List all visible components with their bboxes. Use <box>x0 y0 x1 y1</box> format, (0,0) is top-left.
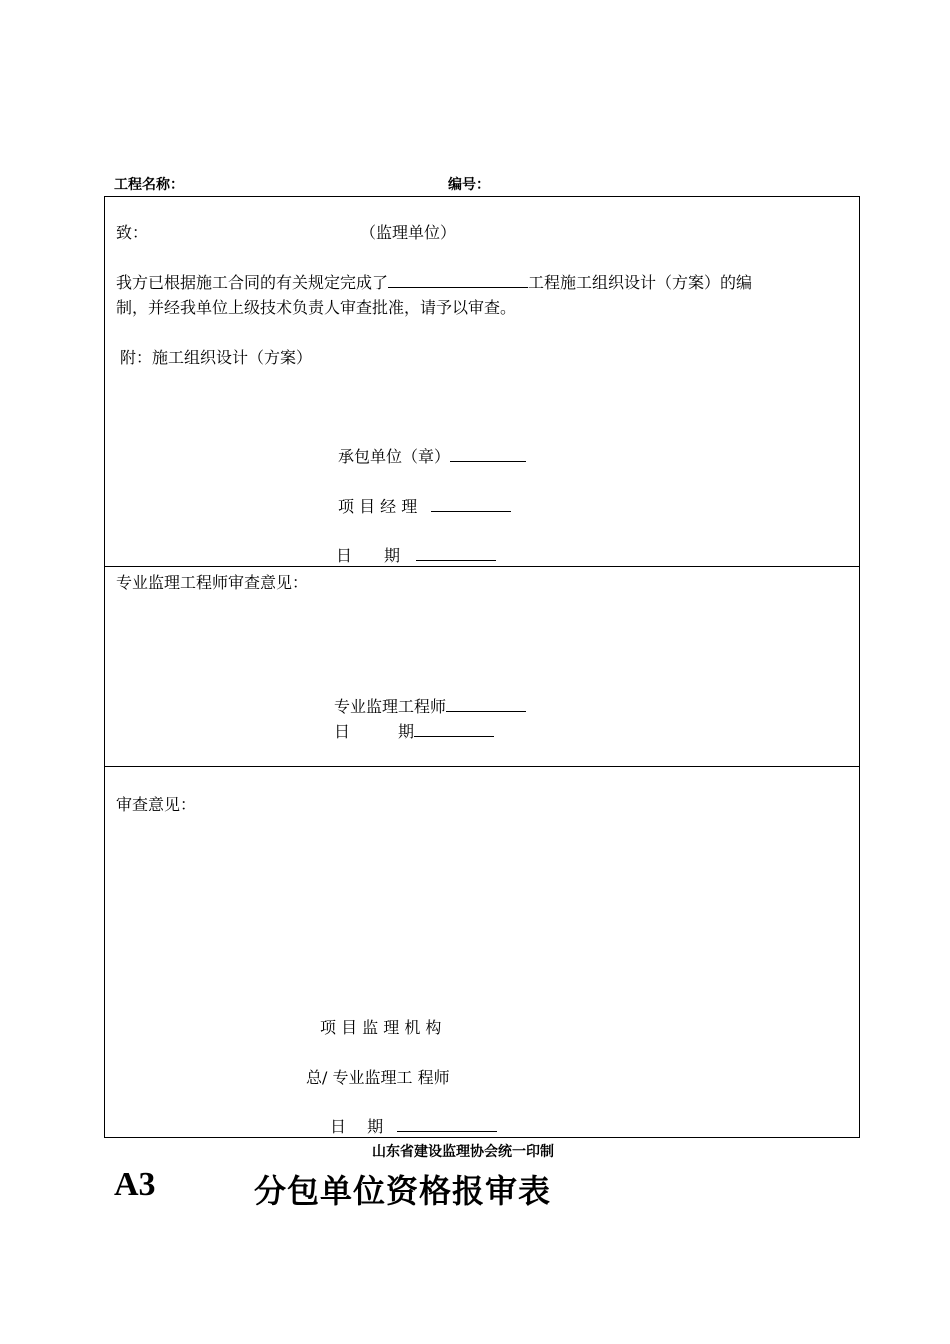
review-opinion-label: 审查意见： <box>116 795 197 814</box>
date-label-3: 日 期 <box>330 1117 384 1136</box>
manager-blank[interactable] <box>431 497 511 512</box>
date-blank-1[interactable] <box>416 546 496 561</box>
form-code: A3 <box>114 1166 156 1203</box>
date-blank-3[interactable] <box>397 1117 497 1132</box>
form-title: 分包单位资格报审表 <box>254 1172 552 1210</box>
project-blank[interactable] <box>388 273 528 288</box>
body-line-2: 制，并经我单位上级技术负责人审查批准，请予以审查。 <box>116 298 517 317</box>
date-label-2: 日 期 <box>334 722 415 741</box>
date-blank-2[interactable] <box>414 722 494 737</box>
engineer-row <box>334 694 526 717</box>
printer-note: 山东省建设监理协会统一印制 <box>372 1144 554 1160</box>
to-label: 致： <box>116 223 149 242</box>
body-line-1-start: 我方已根据施工合同的有关规定完成了 <box>116 273 389 292</box>
review-section <box>104 766 860 1138</box>
body-line-1-end: 工程施工组织设计（方案）的编 <box>528 273 753 292</box>
project-name-label: 工程名称： <box>114 177 184 193</box>
date-row-3 <box>330 1114 497 1137</box>
engineer-blank[interactable] <box>446 697 526 712</box>
number-label: 编号： <box>448 177 490 193</box>
supervision-unit-label: （监理单位） <box>360 223 457 242</box>
org-label: 项 目 监 理 机 构 <box>320 1018 442 1037</box>
engineer-opinion-label: 专业监理工程师审查意见： <box>116 573 309 592</box>
contractor-blank[interactable] <box>450 447 526 462</box>
contractor-label: 承包单位（章） <box>338 447 451 466</box>
date-row-1 <box>336 543 496 566</box>
body-line-1 <box>116 270 752 293</box>
manager-row <box>338 494 511 517</box>
date-row-2 <box>334 719 494 742</box>
chief-engineer-label: 总/ 专业监理工 程师 <box>306 1068 450 1087</box>
engineer-label: 专业监理工程师 <box>334 697 447 716</box>
contractor-row <box>338 444 526 467</box>
attachment-label: 附：施工组织设计（方案） <box>120 348 313 367</box>
date-label-1: 日 期 <box>336 546 401 565</box>
manager-label: 项 目 经 理 <box>338 497 418 516</box>
